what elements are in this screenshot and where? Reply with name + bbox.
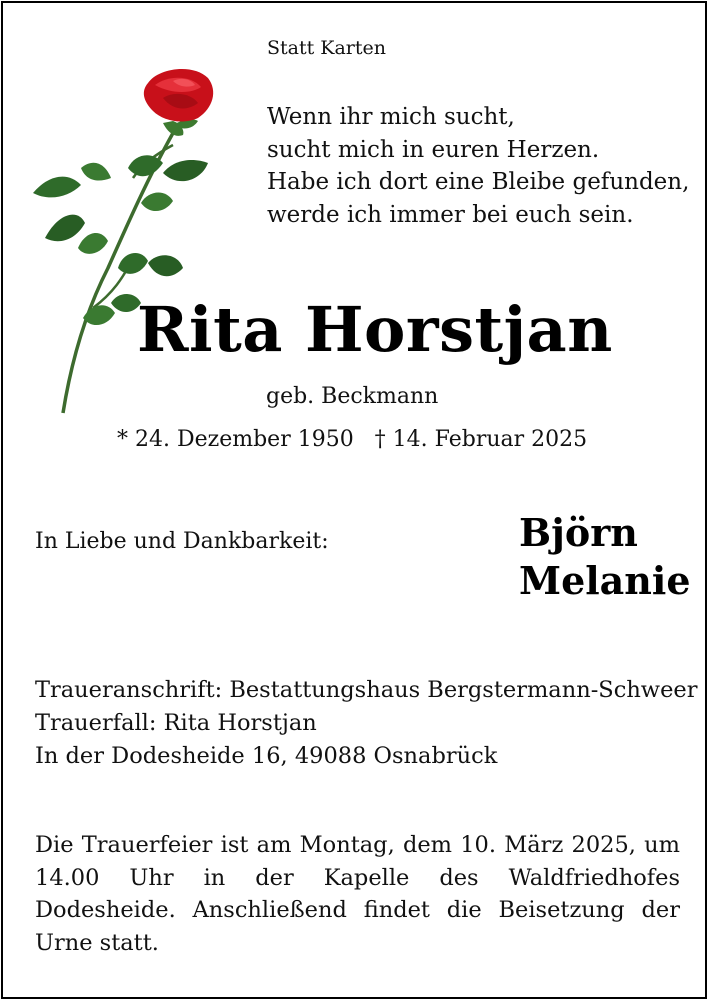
mourner-name: Melanie (519, 558, 691, 603)
poem-line: Wenn ihr mich sucht, (267, 104, 515, 130)
deceased-name: Rita Horstjan (137, 293, 613, 366)
poem (267, 101, 689, 231)
address-block (35, 674, 697, 773)
mourner-names (519, 509, 691, 605)
poem-line: Habe ich dort eine Bleibe gefunden, (267, 169, 690, 195)
address-line: Trauerfall: Rita Horstjan (35, 710, 317, 736)
ceremony-text: Die Trauerfeier ist am Montag, dem 10. März 2025, um 14.00 Uhr in der Kapelle des Waldfriedhofes Dodesheide. Anschließend findet die Beisetzung der Urne statt. (35, 832, 680, 956)
mourners-intro: In Liebe und Dankbarkeit: (35, 529, 329, 554)
mourner-name: Björn (519, 510, 638, 555)
obituary-card (1, 1, 707, 999)
poem-line: sucht mich in euren Herzen. (267, 136, 600, 163)
poem-line: werde ich immer bei euch sein. (267, 201, 634, 228)
address-line: In der Dodesheide 16, 49088 Osnabrück (35, 743, 498, 769)
life-dates: * 24. Dezember 1950 † 14. Februar 2025 (117, 427, 588, 452)
maiden-name: geb. Beckmann (266, 384, 439, 409)
address-line: Traueranschrift: Bestattungshaus Bergstermann-Schweer (35, 677, 698, 703)
statt-karten-label: Statt Karten (267, 37, 387, 59)
